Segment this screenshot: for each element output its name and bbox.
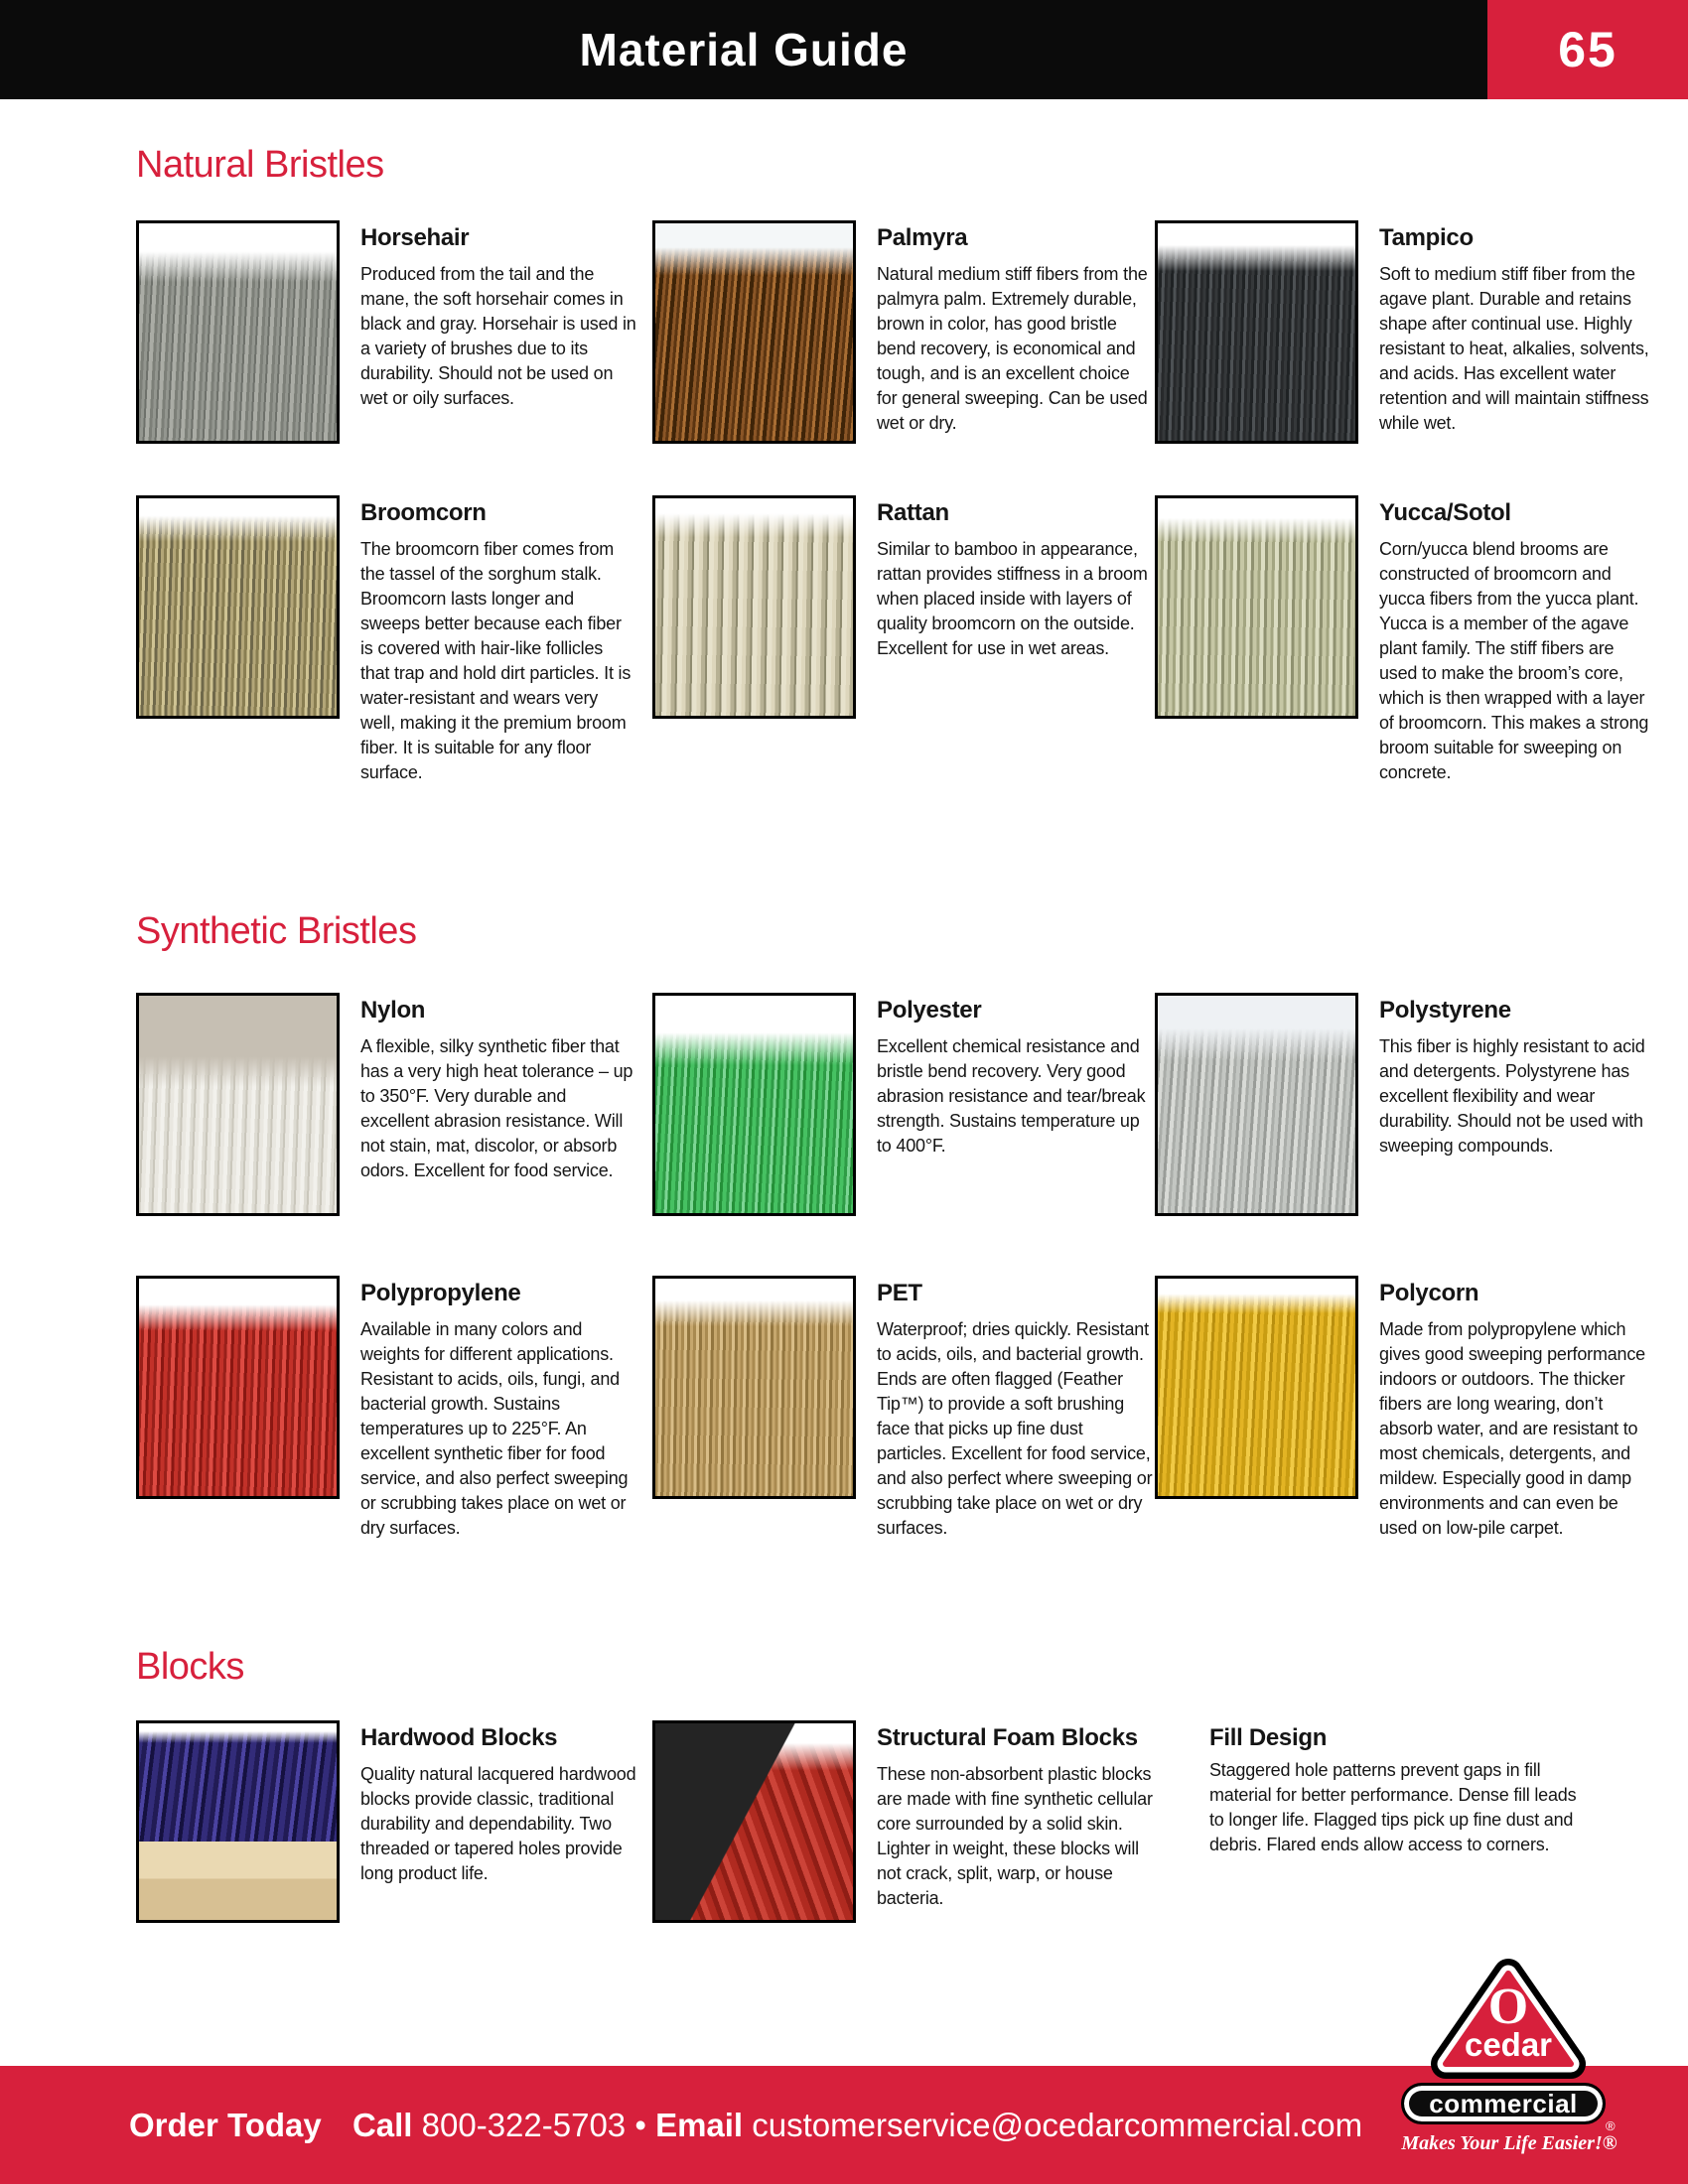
material-description: The broomcorn fiber comes from the tassel of the sorghum stalk. Broomcorn lasts longer and sweeps better because each fiber is covered with hair-like follicles that trap and hold dirt particles. It is water-resistant and wears very well, making it the premium broom fiber. It is suitable for any floor surface. [360,539,632,782]
structural-foam-blocks-photo [652,1720,856,1923]
ocedar-commercial-logo [1395,1948,1623,2174]
material-title: Yucca/Sotol [1379,499,1511,526]
nylon-photo [136,993,340,1216]
email-address: customerservice@ocedarcommercial.com [752,2107,1363,2143]
palmyra-photo [652,220,856,444]
material-description: Produced from the tail and the mane, the soft horsehair comes in black and gray. Horsehair is used in a variety of brushes due to its durability. Should not be used on wet or oily surfaces. [360,264,636,408]
rattan-photo [652,495,856,719]
material-description: Excellent chemical resistance and bristle bend recovery. Very good abrasion resistance and tear/break strength. Sustains temperature up to 400°F. [877,1036,1146,1156]
pet-photo [652,1276,856,1499]
material-title: Polystyrene [1379,997,1511,1024]
material-title: Tampico [1379,224,1474,251]
material-title: Hardwood Blocks [360,1724,558,1751]
section-heading-synthetic: Synthetic Bristles [136,910,417,952]
phone-number: 800-322-5703 [421,2107,627,2143]
material-description: A flexible, silky synthetic fiber that has a very high heat tolerance – up to 350°F. Very durable and excellent abrasion resistance. Will not stain, mat, discolor, or absorb odors. Excellent for food service. [360,1036,633,1180]
page-title: Material Guide [579,24,909,75]
material-title: Horsehair [360,224,470,251]
material-title: Polycorn [1379,1280,1479,1306]
material-title: Structural Foam Blocks [877,1724,1138,1751]
separator-bullet: • [634,2107,646,2143]
yucca-sotol-photo [1155,495,1358,719]
logo-o-letter: O [1487,1979,1529,2035]
hardwood-blocks-photo [136,1720,340,1923]
page-number-badge: 65 [1487,0,1688,99]
material-description: Available in many colors and weights for different applications. Resistant to acids, oils, fungi, and bacterial growth. Sustains temperatures up to 225°F. An excellent synthetic fiber for food service, and also perfect sweeping or scrubbing takes place on wet or dry surfaces. [360,1319,629,1538]
material-title: PET [877,1280,922,1306]
polypropylene-photo [136,1276,340,1499]
polyester-photo [652,993,856,1216]
logo-commercial-text: commercial [1401,2083,1606,2124]
ocedar-triangle-icon [1427,1954,1590,2083]
email-label: Email [655,2107,744,2143]
logo-registered-mark: ® [1606,2118,1616,2133]
material-description: Made from polypropylene which gives good sweeping performance indoors or outdoors. The thicker fibers are long wearing, don’t absorb water, and are resistant to most chemicals, detergents, and mildew. Especially good in damp environments and can even be used on low-pile carpet. [1379,1319,1645,1538]
tampico-photo [1155,220,1358,444]
material-title: Rattan [877,499,949,526]
logo-cedar-text: cedar [1464,2026,1553,2063]
footer-contact [129,2066,1362,2184]
polystyrene-photo [1155,993,1358,1216]
order-today-label: Order Today [129,2107,322,2143]
material-description: Natural medium stiff fibers from the palmyra palm. Extremely durable, brown in color, has good bristle bend recovery, is economical and tough, and is an excellent choice for general sweeping. Can be used wet or dry. [877,264,1148,433]
material-description: Similar to bamboo in appearance, rattan provides stiffness in a broom when placed inside with layers of quality broomcorn on the outside. Excellent for use in wet areas. [877,539,1148,658]
material-title: Palmyra [877,224,968,251]
material-description: Soft to medium stiff fiber from the agave plant. Durable and retains shape after continual use. Highly resistant to heat, alkalies, solvents, and acids. Has excellent water retention and will maintain stiffness while wet. [1379,264,1649,433]
material-title: Polyester [877,997,982,1024]
horsehair-photo [136,220,340,444]
material-title: Broomcorn [360,499,487,526]
section-heading-natural: Natural Bristles [136,144,384,186]
material-title: Fill Design [1209,1724,1328,1751]
material-title: Nylon [360,997,426,1024]
section-heading-blocks: Blocks [136,1646,244,1688]
broomcorn-photo [136,495,340,719]
logo-tagline: Makes Your Life Easier!® [1401,2132,1618,2154]
material-description: Staggered hole patterns prevent gaps in fill material for better performance. Dense fill leads to longer life. Flagged tips pick up fine dust and debris. Flared ends allow access to corners. [1209,1760,1577,1854]
material-description: Corn/yucca blend brooms are constructed of broomcorn and yucca fibers from the yucca plant. Yucca is a member of the agave plant family. The stiff fibers are used to make the broom’s core, which is then wrapped with a layer of broomcorn. This makes a strong broom suitable for sweeping on concrete. [1379,539,1649,782]
material-description: Quality natural lacquered hardwood blocks provide classic, traditional durability and dependability. Two threaded or tapered holes provide long product life. [360,1764,636,1883]
material-description: Waterproof; dries quickly. Resistant to acids, oils, and bacterial growth. Ends are often flagged (Feather Tip™) to provide a soft brushing face that picks up fine dust particles. Excellent for food service, and also perfect where sweeping or scrubbing take place on wet or dry surfaces. [877,1319,1153,1538]
material-title: Polypropylene [360,1280,521,1306]
material-description: These non-absorbent plastic blocks are made with fine synthetic cellular core surrounded by a solid skin. Lighter in weight, these blocks will not crack, split, warp, or house bacteria. [877,1764,1153,1908]
polycorn-photo [1155,1276,1358,1499]
material-description: This fiber is highly resistant to acid and detergents. Polystyrene has excellent flexibility and wear durability. Should not be used with sweeping compounds. [1379,1036,1645,1156]
call-label: Call [352,2107,413,2143]
